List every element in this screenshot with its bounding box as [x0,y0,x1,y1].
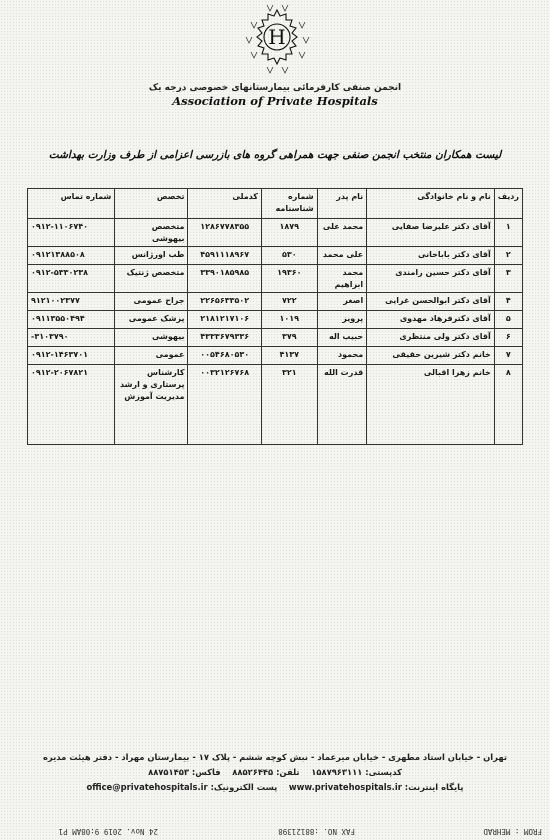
row-id-number: ۳۲۱ [261,365,317,445]
table-row [28,329,523,347]
table-header-row [28,189,523,219]
roster-table [27,188,523,445]
row-id-number: ۱۹۳۶۰ [261,265,317,293]
row-id-number: ۴۱۳۷ [261,347,317,365]
row-father: محمود [317,347,367,365]
row-national-code: ۲۲۶۵۶۳۳۵۰۲ [188,293,261,311]
row-phone: ۰۹۱۲۱۳۸۸۵۰۸ [28,247,115,265]
table-row [28,265,523,293]
footer-address: تهران - خیابان استاد مطهری - خیابان میرعماد - نبش کوچه ششم - پلاک ۱۷ - بیمارستان مهراد - دفتر هیئت مدیره [42,752,508,762]
row-phone: ۰۹۱۲-۱۴۶۳۷۰۱ [28,347,115,365]
row-name: آقای دکتر حسین رامندی [367,265,495,293]
row-phone: -۳۱۰۳۷۹۰ [28,329,115,347]
col-header-national-code: کدملی [188,189,261,219]
fax-date: 24 Nov. 2019 9:08AM P1 [58,827,158,836]
row-name: آقای دکتر ولی منتظری [367,329,495,347]
row-name: خانم دکتر شیرین حقیقی [367,347,495,365]
table-row [28,247,523,265]
row-specialty: عمومی [115,347,188,365]
row-name: آقای دکتر باباخانی [367,247,495,265]
row-father: محمد علی [317,219,367,247]
row-national-code: ۰۰۵۴۶۸۰۵۳۰ [188,347,261,365]
table-row [28,347,523,365]
row-phone: ۰۹۱۲-۲۰۶۷۸۲۱ [28,365,115,445]
fax-from: FROM : MEHRAD [483,827,542,836]
row-father: محمد ابراهیم [317,265,367,293]
row-specialty: کارشناس پرستاری و ارشد مدیریت آموزش [115,365,188,445]
row-id-number: ۷۲۲ [261,293,317,311]
row-phone: ۹۱۲۱۰۰۲۳۷۷ [28,293,115,311]
row-father: علی محمد [317,247,367,265]
row-national-code: ۴۵۹۱۱۱۸۹۶۷ [188,247,261,265]
row-index: ۲ [494,247,522,265]
row-father: پرویز [317,311,367,329]
table-row [28,311,523,329]
row-specialty: متخصص ژنتیک [115,265,188,293]
row-id-number: ۳۷۹ [261,329,317,347]
col-header-specialty: تخصص [115,189,188,219]
row-phone: ۰۹۱۱۳۵۵۰۴۹۴ [28,311,115,329]
row-name: خانم زهرا اقبالی [367,365,495,445]
fax-transmission-header [0,824,550,838]
row-id-number: ۱۰۱۹ [261,311,317,329]
col-header-father: نام پدر [317,189,367,219]
row-national-code: ۳۳۹۰۱۸۵۹۸۵ [188,265,261,293]
table-row [28,293,523,311]
row-phone: ۰۹۱۲-۵۳۳۰۲۳۸ [28,265,115,293]
row-index: ۴ [494,293,522,311]
row-index: ۸ [494,365,522,445]
footer-website: پایگاه اینترنت: www.privatehospitals.ir [288,782,464,792]
col-header-phone: شماره تماس [28,189,115,219]
footer-postal-code: کدپستی: ۱۵۸۷۹۶۳۱۱۱ [311,767,402,777]
footer-contact-line [0,765,550,780]
row-father: قدرت الله [317,365,367,445]
row-name: آقای دکترفرهاد مهدوی [367,311,495,329]
row-father: حبیب اله [317,329,367,347]
fax-number: FAX NO. :88121398 [278,827,355,836]
row-specialty: متخصص بیهوشی [115,219,188,247]
row-national-code: ۲۱۸۱۲۱۷۱۰۶ [188,311,261,329]
row-id-number: ۵۳۰ [261,247,317,265]
table-row [28,365,523,445]
org-name-english: Association of Private Hospitals [172,94,378,108]
row-specialty: طب اورژانس [115,247,188,265]
col-header-id-number: شماره شناسنامه [261,189,317,219]
document-title: لیست همکاران منتخب انجمن صنفی جهت همراهی گروه های بازرسی اعزامی از طرف وزارت بهداشت [48,149,502,161]
row-specialty: جراح عمومی [115,293,188,311]
row-index: ۶ [494,329,522,347]
row-national-code: ۰۰۳۲۱۲۶۷۶۸ [188,365,261,445]
row-national-code: ۱۲۸۶۷۷۸۳۵۵ [188,219,261,247]
row-index: ۵ [494,311,522,329]
row-index: ۳ [494,265,522,293]
letterhead-footer [0,750,550,795]
col-header-name: نام و نام خانوادگی [367,189,495,219]
row-specialty: پزشک عمومی [115,311,188,329]
logo-letter: H [268,25,286,49]
footer-web-line [0,780,550,795]
row-specialty: بیهوشی [115,329,188,347]
org-name-persian: انجمن صنفی کارفرمائی بیمارستانهای خصوصی درجه یک [148,83,402,93]
footer-phone: تلفن: ۸۸۵۲۶۴۴۵ [232,767,300,777]
col-header-index: ردیف [494,189,522,219]
row-phone: ۰۹۱۲-۱۱۰۶۷۴۰ [28,219,115,247]
footer-email: پست الکترونیک: office@privatehospitals.ir [86,782,278,792]
footer-fax: فاکس: ۸۸۷۵۱۴۵۳ [148,767,221,777]
row-father: اصغر [317,293,367,311]
row-index: ۱ [494,219,522,247]
row-index: ۷ [494,347,522,365]
association-logo [237,4,317,82]
row-national-code: ۴۳۳۳۶۷۹۳۳۶ [188,329,261,347]
row-id-number: ۱۸۷۹ [261,219,317,247]
row-name: آقای دکتر ابوالحسن غرایی [367,293,495,311]
row-name: آقای دکتر علیرضا صفایی [367,219,495,247]
table-row [28,219,523,247]
